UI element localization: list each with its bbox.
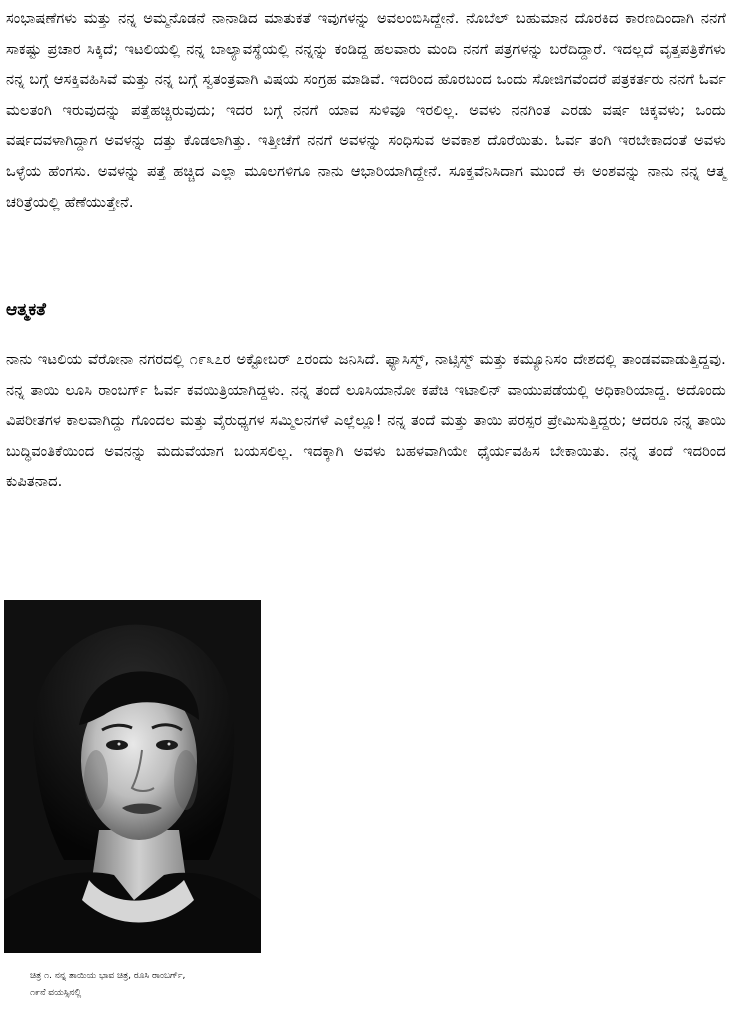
body-paragraph-2: ನಾನು ಇಟಲಿಯ ವೆರೋನಾ ನಗರದಲ್ಲಿ ೧೯೩೭ರ ಅಕ್ಟೋಬರ್ ೭ರಂದು ಜನಿಸಿದೆ. ಫ್ಯಾಸಿಸ್ಮ್, ನಾಟ್ಸಿಸ್ಮ್ ಮತ್ತು ಕಮ್ಯೂನಿಸಂ ದೇಶದಲ್ಲಿ ತಾಂಡವವಾಡುತ್ತಿದ್ದವು. ನನ್ನ ತಾಯಿ ಲೂಸಿ ರಾಂಬರ್ಗ್ ಓರ್ವ ಕವಯಿತ್ರಿಯಾಗಿದ್ದಳು. ನನ್ನ ತಂದೆ ಲೂಸಿಯಾನೋ ಕಪೆಚಿ ಇಟಾಲಿನ್ ವಾಯುಪಡೆಯಲ್ಲಿ ಅಧಿಕಾರಿಯಾದ್ದ. ಅದೊಂದು ವಿಪರೀತಗಳ ಕಾಲವಾಗಿದ್ದು ಗೊಂದಲ ಮತ್ತು ವೈರುಧ್ಯಗಳ ಸಮ್ಮಿಲನಗಳೆ ಎಲ್ಲೆಲ್ಲೂ! ನನ್ನ ತಂದೆ ಮತ್ತು ತಾಯಿ ಪರಸ್ಪರ ಪ್ರೇಮಿಸುತ್ತಿದ್ದರು; ಆದರೂ ನನ್ನ ತಾಯಿ ಬುದ್ಧಿವಂತಿಕೆಯಿಂದ ಅವನನ್ನು ಮದುವೆಯಾಗ ಬಯಸಲಿಲ್ಲ. ಇದಕ್ಕಾಗಿ ಅವಳು ಬಹಳವಾಗಿಯೇ ಧೈರ್ಯವಹಿಸ ಬೇಕಾಯಿತು. ನನ್ನ ತಂದೆ ಇದರಿಂದ ಕುಪಿತನಾದ. [6,352,726,491]
section-heading: ಆತ್ಮಕತೆ [6,300,46,320]
caption-line-2: ೧೯ನೆ ವಯಸ್ಸಿನಲ್ಲಿ [30,988,82,998]
body-paragraph-1: ಸಂಭಾಷಣೆಗಳು ಮತ್ತು ನನ್ನ ಅಮ್ಮನೊಡನೆ ನಾನಾಡಿದ ಮಾತುಕತೆ ಇವುಗಳನ್ನು ಅವಲಂಬಿಸಿದ್ದೇನೆ. ನೊಬೆಲ್ ಬಹುಮಾನ ದೊರಕಿದ ಕಾರಣದಿಂದಾಗಿ ನನಗೆ ಸಾಕಷ್ಟು ಪ್ರಚಾರ ಸಿಕ್ಕಿದೆ; ಇಟಲಿಯಲ್ಲಿ ನನ್ನ ಬಾಲ್ಯಾವಸ್ಥೆಯಲ್ಲಿ ನನ್ನನ್ನು ಕಂಡಿದ್ದ ಹಲವಾರು ಮಂದಿ ನನಗೆ ಪತ್ರಗಳನ್ನು ಬರೆದಿದ್ದಾರೆ. ಇದಲ್ಲದೆ ವೃತ್ತಪತ್ರಿಕೆಗಳು ನನ್ನ ಬಗ್ಗೆ ಆಸಕ್ತಿವಹಿಸಿವೆ ಮತ್ತು ನನ್ನ ಬಗ್ಗೆ ಸ್ವತಂತ್ರವಾಗಿ ವಿಷಯ ಸಂಗ್ರಹ ಮಾಡಿವೆ. ಇದರಿಂದ ಹೊರಬಂದ ಒಂದು ಸೋಜಿಗವೆಂದರೆ ಪತ್ರಕರ್ತರು ನನಗೆ ಓರ್ವ ಮಲತಂಗಿ ಇರುವುದನ್ನು ಪತ್ತೆಹಚ್ಚಿರುವುದು; ಇದರ ಬಗ್ಗೆ ನನಗೆ ಯಾವ ಸುಳಿವೂ ಇರಲಿಲ್ಲ. ಅವಳು ನನಗಿಂತ ಎರಡು ವರ್ಷ ಚಿಕ್ಕವಳು; ಒಂದು ವರ್ಷದವಳಾಗಿದ್ದಾಗ ಅವಳನ್ನು ದತ್ತು ಕೊಡಲಾಗಿತ್ತು. ಇತ್ತೀಚೆಗೆ ನನಗೆ ಅವಳನ್ನು ಸಂಧಿಸುವ ಅವಕಾಶ ದೊರೆಯಿತು. ಓರ್ವ ತಂಗಿ ಇರಬೇಕಾದಂತೆ ಅವಳು ಒಳ್ಳೆಯ ಹೆಂಗಸು. ಅವಳನ್ನು ಪತ್ತೆ ಹಚ್ಚಿದ ಎಲ್ಲಾ ಮೂಲಗಳಿಗೂ ನಾನು ಆಭಾರಿಯಾಗಿದ್ದೇನೆ. ಸೂಕ್ತವೆನಿಸಿದಾಗ ಮುಂದೆ ಈ ಅಂಶವನ್ನು ನಾನು ನನ್ನ ಆತ್ಮ ಚರಿತ್ರೆಯಲ್ಲಿ ಹೆಣೆಯುತ್ತೇನೆ. [6,11,726,211]
photo-caption [30,968,290,1002]
caption-line-1: ಚಿತ್ರ ೧. ನನ್ನ ತಾಯಿಯ ಭಾವ ಚಿತ್ರ, ರೂಸಿ ರಾಂಬರ್ಗ್, [30,971,186,981]
portrait-photo [4,600,261,953]
